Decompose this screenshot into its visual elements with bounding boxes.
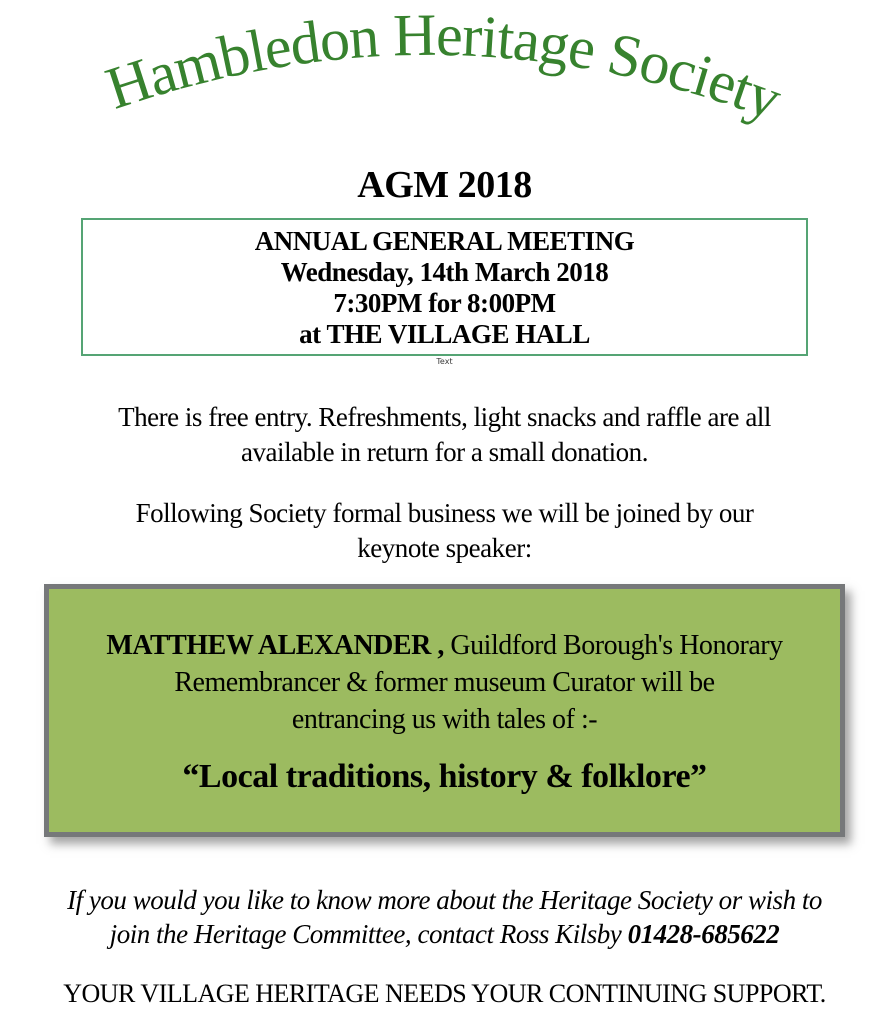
- speaker-name: MATTHEW ALEXANDER ,: [106, 630, 444, 661]
- keynote-intro-text: [0, 496, 889, 566]
- contact-line-2-text: join the Heritage Committee, contact Ross Kilsby: [109, 919, 628, 949]
- text-artifact: Text: [436, 357, 453, 366]
- speaker-line-3: entrancing us with tales of :-: [291, 704, 598, 735]
- society-title-arc: [0, 0, 889, 150]
- speaker-box: [44, 584, 845, 837]
- contact-line-1: If you would you like to know more about the Heritage Society or wish to: [67, 885, 822, 915]
- speaker-topic: “Local traditions, history & folklore”: [182, 758, 707, 795]
- free-entry-line-1: There is free entry. Refreshments, light snacks and raffle are all: [118, 402, 771, 432]
- speaker-description-start: Guildford Borough's Honorary: [443, 630, 783, 661]
- meeting-line-time: 7:30PM for 8:00PM: [333, 288, 556, 318]
- contact-note: [0, 883, 889, 951]
- free-entry-line-2: available in return for a small donation.: [241, 437, 648, 467]
- meeting-details-box: [81, 218, 808, 356]
- footer-support-text: YOUR VILLAGE HERITAGE NEEDS YOUR CONTINUING SUPPORT.: [63, 979, 826, 1008]
- agm-heading: AGM 2018: [357, 164, 532, 206]
- contact-line-2: [0, 917, 889, 951]
- speaker-line-2: Remembrancer & former museum Curator will be: [174, 667, 715, 698]
- society-title-svg: [0, 0, 889, 150]
- contact-phone: 01428-685622: [627, 919, 780, 949]
- meeting-line-date: Wednesday, 14th March 2018: [280, 257, 609, 287]
- free-entry-text: [0, 400, 889, 470]
- keynote-intro-line-1: Following Society formal business we will be joined by our: [135, 498, 754, 528]
- meeting-line-title: ANNUAL GENERAL MEETING: [254, 226, 635, 256]
- speaker-line-1: [67, 627, 822, 664]
- society-title-text: Hambledon Heritage Society: [98, 1, 790, 133]
- meeting-line-location: at THE VILLAGE HALL: [299, 319, 590, 349]
- keynote-intro-line-2: keynote speaker:: [357, 533, 532, 563]
